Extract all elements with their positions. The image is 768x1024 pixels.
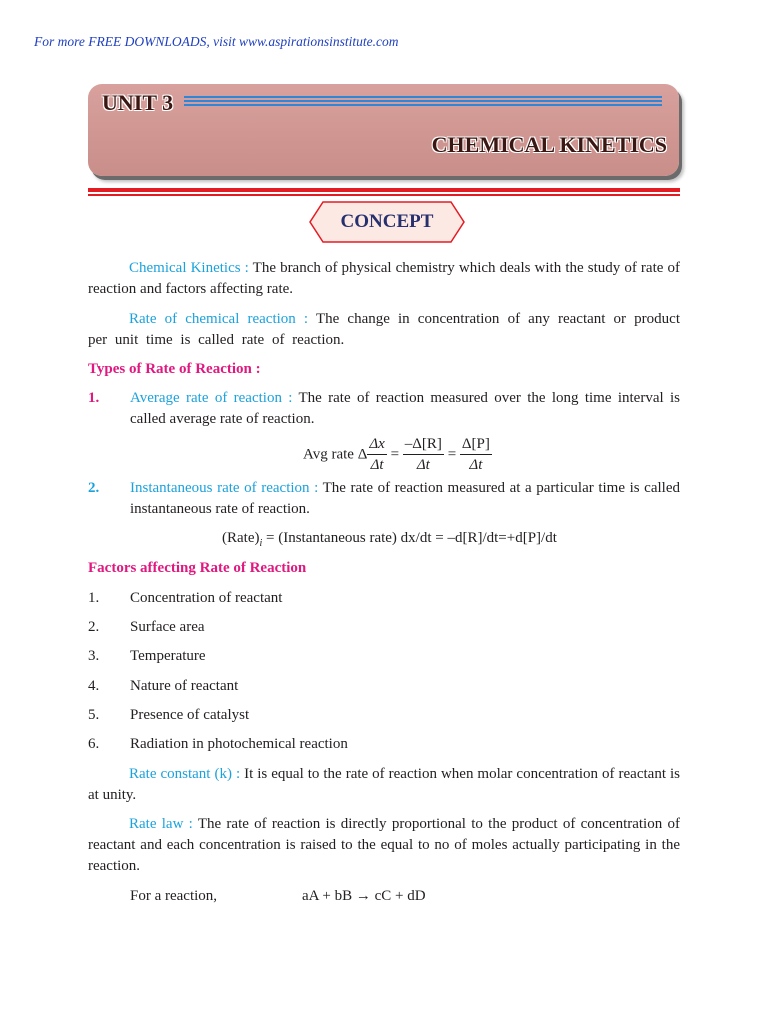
instantaneous-rate-formula (222, 528, 557, 554)
red-rule (88, 188, 680, 192)
factor-number: 5. (88, 707, 100, 723)
unit-number: UNIT 3 (102, 90, 174, 115)
factor-number: 3. (88, 648, 100, 664)
formula-numerator: Δx (367, 434, 386, 455)
term-instantaneous-rate: Instantaneous rate of reaction : (130, 480, 319, 496)
chapter-title: CHEMICAL KINETICS (431, 132, 667, 157)
term-rate-law: Rate law : (129, 816, 193, 832)
average-rate-formula (303, 434, 492, 475)
factor-number: 2. (88, 619, 100, 635)
formula-denominator: Δt (370, 457, 384, 473)
formula-denominator: Δt (416, 457, 430, 473)
download-link[interactable]: For more FREE DOWNLOADS, visit www.aspirationsinstitute.com (34, 34, 399, 49)
red-rule-thin (88, 194, 680, 196)
type-text: The rate of reaction measured over the long time interval is called average rate of reaction. (130, 390, 680, 427)
definition-text: It is equal to the rate of reaction when molar concentration of reactant is at unity. (88, 766, 680, 803)
factor-item: Concentration of reactant (130, 590, 283, 606)
factor-item: Surface area (130, 619, 205, 635)
concept-label: CONCEPT (340, 211, 434, 232)
factor-item: Temperature (130, 648, 206, 664)
definition-chemical-kinetics (88, 258, 680, 300)
definition-text: The change in concentration of any reactant or product per unit time is called rate of reaction. (88, 311, 681, 348)
banner-decorative-lines (184, 96, 662, 106)
type-average-rate (130, 388, 680, 430)
type-number: 1. (88, 390, 100, 406)
formula-subscript: i (259, 538, 263, 549)
reaction-label: For a reaction, (130, 888, 218, 904)
formula-prefix: Avg rate Δ (303, 446, 368, 463)
factor-item: Nature of reactant (130, 678, 239, 694)
type-text: The rate of reaction measured at a particular time is called instantaneous rate of reaction. (130, 480, 680, 517)
concept-badge (309, 200, 465, 244)
types-heading: Types of Rate of Reaction : (88, 361, 261, 377)
term-chemical-kinetics: Chemical Kinetics : (129, 260, 249, 276)
reaction-equation: aA + bB → cC + dD (302, 888, 426, 904)
factors-heading: Factors affecting Rate of Reaction (88, 560, 307, 576)
type-instantaneous-rate (130, 478, 680, 520)
formula-numerator: –Δ[R] (403, 434, 444, 455)
formula-denominator: Δt (469, 457, 483, 473)
formula-rhs: = (Instantaneous rate) dx/dt = –d[R]/dt=+d[P]/dt (262, 530, 557, 546)
factor-number: 6. (88, 736, 100, 752)
equals-sign: = (447, 446, 457, 463)
factor-item: Radiation in photochemical reaction (130, 736, 348, 752)
formula-numerator: Δ[P] (460, 434, 492, 455)
definition-text: The rate of reaction is directly proportional to the product of concentration of reactant and each concentration is raised to the equal to no of moles actually participating in the reaction. (88, 816, 680, 874)
definition-rate-constant (88, 764, 680, 806)
term-average-rate: Average rate of reaction : (130, 390, 293, 406)
factor-number: 1. (88, 590, 100, 606)
term-rate-of-reaction: Rate of chemical reaction : (129, 311, 309, 327)
term-rate-constant: Rate constant (k) : (129, 766, 241, 782)
unit-banner (88, 84, 679, 176)
definition-rate-of-reaction (88, 309, 680, 351)
definition-rate-law (88, 814, 680, 877)
factor-item: Presence of catalyst (130, 707, 250, 723)
formula-lhs: (Rate) (222, 530, 260, 546)
definition-text: The branch of physical chemistry which deals with the study of rate of reaction and factors affecting rate. (88, 260, 680, 297)
factor-number: 4. (88, 678, 100, 694)
type-number: 2. (88, 480, 100, 496)
equals-sign: = (390, 446, 400, 463)
